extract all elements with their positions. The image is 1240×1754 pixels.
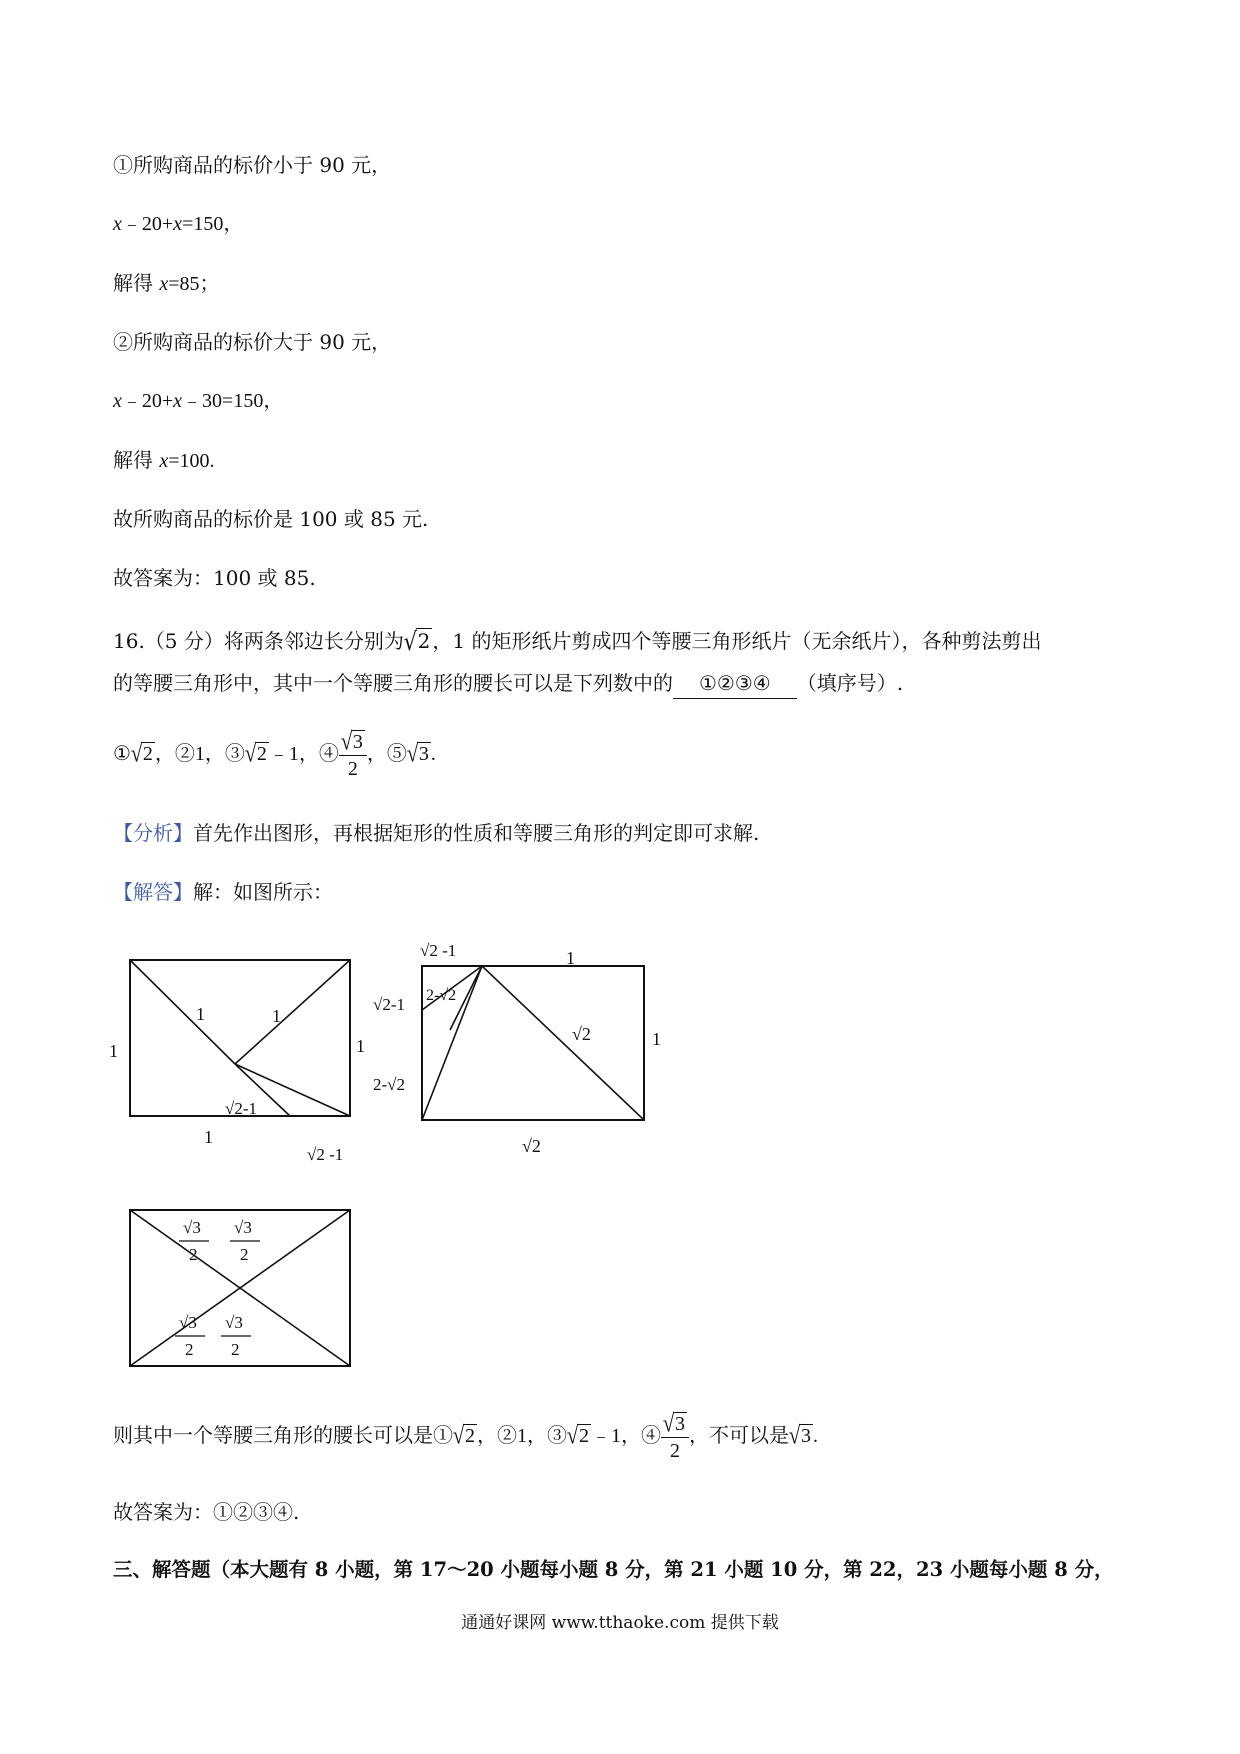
figure-rectangle-1 bbox=[100, 940, 370, 1170]
text-line-case1: ①所购商品的标价小于 90 元， bbox=[113, 153, 392, 177]
question-16-line1: 16.（5 分）将两条邻边长分别为√2 ，1 的矩形纸片剪成四个等腰三角形纸片（无余纸片），各种剪法剪出 bbox=[113, 626, 1042, 656]
fig1-rectangle bbox=[130, 960, 350, 1116]
fig1-label: 1 bbox=[109, 1041, 118, 1061]
answer-blank: ①②③④ bbox=[673, 668, 797, 699]
fig2-label: √2-1 bbox=[373, 995, 405, 1014]
svg-text:√3: √3 bbox=[234, 1218, 252, 1237]
conclusion-price: 故所购商品的标价是 100 或 85 元. bbox=[113, 507, 429, 531]
svg-text:2: 2 bbox=[185, 1340, 194, 1359]
sqrt-2-symbol: √2 bbox=[403, 626, 431, 656]
analysis-tag: 【分析】 bbox=[113, 821, 193, 845]
question-16-options: ①√2 ，②1，③√2 ﹣1，④ $\frac{√3}{2}$ ，⑤√3 . bbox=[113, 728, 436, 780]
svg-text:√3: √3 bbox=[179, 1313, 197, 1332]
fig2-label: 2-√2 bbox=[373, 1075, 405, 1094]
svg-text:2: 2 bbox=[240, 1245, 249, 1264]
fig1-segment-right bbox=[235, 960, 350, 1064]
answer-line-15: 故答案为：100 或 85. bbox=[113, 566, 316, 590]
fig1-label: √2 -1 bbox=[307, 1145, 344, 1164]
conclusion-line: 则其中一个等腰三角形的腰长可以是①√2 ，②1，③√2 ﹣1，④ $\frac{√3}{2}$ ，不可以是√3 . bbox=[113, 1410, 818, 1462]
question-16-line2: 的等腰三角形中，其中一个等腰三角形的腰长可以是下列数中的 ①②③④ （填序号）. bbox=[113, 668, 903, 699]
fig1-label: 1 bbox=[204, 1127, 213, 1147]
svg-text:√3: √3 bbox=[225, 1313, 243, 1332]
equation-case2: x﹣20+x﹣30=150， bbox=[113, 390, 284, 412]
fig3-fraction-bottom-right bbox=[221, 1313, 251, 1359]
svg-text:√3: √3 bbox=[183, 1218, 201, 1237]
svg-text:2: 2 bbox=[231, 1340, 240, 1359]
fig2-label: √2 -1 bbox=[420, 941, 457, 960]
figure-rectangle-2 bbox=[370, 930, 670, 1170]
solution-tag: 【解答】 bbox=[113, 880, 193, 904]
fig1-label: 1 bbox=[272, 1006, 281, 1026]
fig3-fraction-top-left bbox=[179, 1218, 209, 1264]
text-line-case2: ②所购商品的标价大于 90 元， bbox=[113, 330, 392, 354]
fig2-label: 1 bbox=[566, 948, 575, 968]
fraction-sqrt3-over-2: $\frac{√3}{2}$ bbox=[339, 729, 367, 782]
svg-text:2: 2 bbox=[189, 1245, 198, 1264]
fig1-diagonal-left bbox=[130, 960, 235, 1064]
solution-line: 【解答】解：如图所示： bbox=[113, 880, 333, 904]
fig2-label: 1 bbox=[652, 1029, 661, 1049]
result-case1: 解得 x=85； bbox=[113, 271, 220, 295]
equation-case1: x﹣20+x=150， bbox=[113, 213, 244, 235]
fig3-fraction-top-right bbox=[230, 1218, 260, 1264]
fig2-segment bbox=[482, 966, 644, 1120]
fig2-label: √2 bbox=[572, 1024, 591, 1044]
fig2-label: √2 bbox=[522, 1136, 541, 1156]
page-footer: 通通好课网 www.tthaoke.com 提供下载 bbox=[461, 1613, 779, 1633]
fig1-label: 1 bbox=[196, 1004, 205, 1024]
section-3-heading: 三、解答题（本大题有 8 小题，第 17～20 小题每小题 8 分，第 21 小题 10 分，第 22，23 小题每小题 8 分， bbox=[113, 1558, 1114, 1581]
figure-rectangle-3 bbox=[115, 1195, 365, 1375]
fig1-label: 1 bbox=[356, 1036, 365, 1056]
fig2-label: 2-√2 bbox=[426, 987, 457, 1004]
analysis-line: 【分析】首先作出图形，再根据矩形的性质和等腰三角形的判定即可求解. bbox=[113, 821, 760, 845]
fig1-label: √2-1 bbox=[225, 1099, 257, 1118]
fig3-fraction-bottom-left bbox=[175, 1313, 205, 1359]
final-answer-16: 故答案为：①②③④. bbox=[113, 1500, 300, 1524]
result-case2: 解得 x=100. bbox=[113, 448, 215, 472]
